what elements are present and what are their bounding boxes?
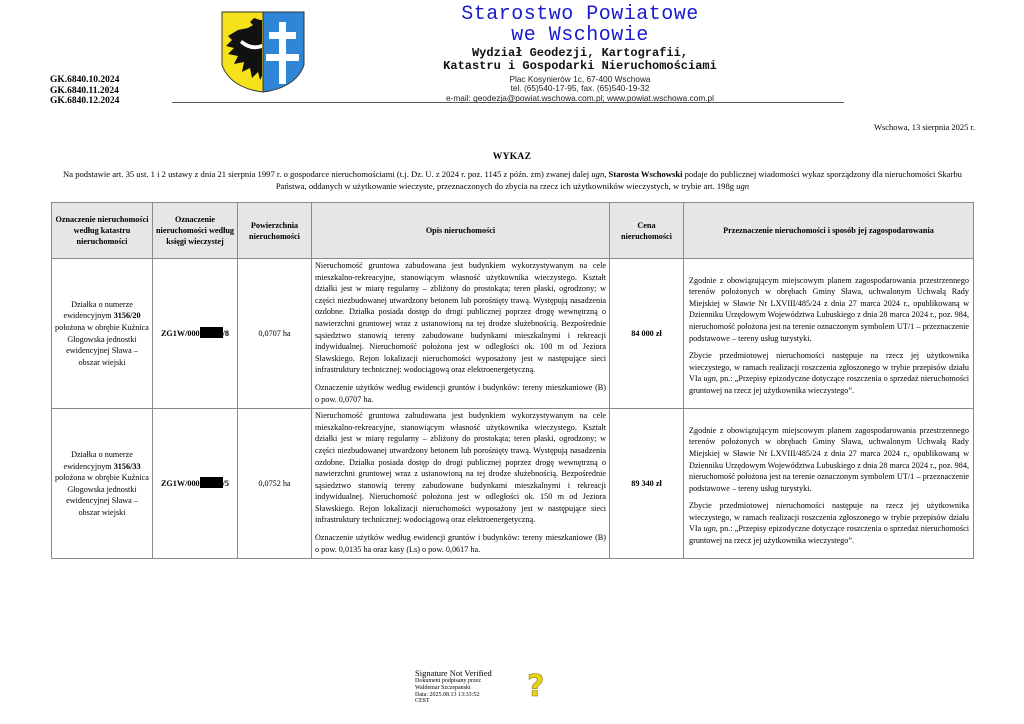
intro-text-2: podaje do publicznej wiadomości wykaz sporządzony dla nieruchomości Skarbu Państwa, oddanych w użytkowanie wieczyste, przeznaczonych do zbycia na rzecz ich użytkowników wieczystych, w trybie art. 198g	[275, 169, 962, 191]
purpose-sale-text	[689, 500, 969, 546]
purpose-sale-text	[689, 350, 969, 396]
plot-prefix: Działka o numerze ewidencyjnym	[63, 299, 133, 321]
area-cell: 0,0707 ha	[238, 259, 312, 409]
kw-prefix: ZG1W/000	[160, 329, 200, 339]
signature-timezone: CEST	[415, 698, 430, 705]
intro-ugn: ugn	[591, 169, 605, 179]
header-area: Powierzchnia nieruchomości	[238, 203, 312, 259]
area-cell: 0,0752 ha	[238, 409, 312, 559]
purpose-sale-ugn: ugn	[703, 524, 716, 534]
place-date: Wschowa, 13 sierpnia 2025 r.	[873, 122, 975, 132]
description-cell	[312, 259, 610, 409]
plot-prefix: Działka o numerze ewidencyjnym	[63, 449, 133, 471]
table-row	[52, 409, 974, 559]
header-land-register: Oznaczenie nieruchomości według księgi wieczystej	[153, 203, 238, 259]
signature-text	[415, 668, 523, 705]
intro-comma: ,	[604, 169, 609, 179]
redaction-block	[200, 477, 223, 488]
description-cell	[312, 409, 610, 559]
intro-text: Na podstawie art. 35 ust. 1 i 2 ustawy z dnia 21 sierpnia 1997 r. o gospodarce nieruchomościami (t.j. Dz. U. z 2024 r. poz. 1145 z późn. zm) zwanej dalej	[63, 169, 592, 179]
reference-numbers	[50, 75, 119, 107]
intro-ugn-end: ugn	[736, 181, 750, 191]
office-phone-fax: tel. (65)540-17-95, fax. (65)540-19-32	[510, 83, 650, 94]
reference-number: GK.6840.10.2024	[50, 75, 120, 85]
purpose-sale-part-a: Zbycie przedmiotowej nieruchomości następuje na rzecz jej użytkownika wieczystego, w ramach realizacji roszczenia zgłoszonego w trybie przepisów działu VIa	[689, 501, 969, 534]
purpose-sale-part-b: , pn.: „Przepisy epizodyczne dotyczące roszczenia o sprzedaż nieruchomości gruntowej na rzecz jej użytkownika wieczystego”.	[689, 524, 969, 546]
letterhead-text	[340, 4, 820, 103]
office-name-line1: Starostwo Powiatowe	[461, 3, 699, 26]
office-address: Plac Kosynierów 1c, 67-400 Wschowa	[509, 74, 651, 84]
signature-signer: Waldemar Szczepanski	[415, 684, 471, 691]
header-price: Cena nieruchomości	[610, 203, 684, 259]
plot-number: 3156/20	[113, 311, 141, 321]
department-line2: Katastru i Gospodarki Nieruchomościami	[443, 59, 717, 73]
intro-paragraph	[55, 168, 970, 192]
header-description: Opis nieruchomości	[312, 203, 610, 259]
description-text: Nieruchomość gruntowa zabudowana jest budynkiem wykorzystywanym na cele mieszkalno-rekreacyjne, stanowiącym własność użytkownika wieczystego. Kształt działki jest w miarę regularny – zbliżony do prostokąta; teren płaski, ogrodzony; w części niezbudowanej utwardzony betonem lub porośnięty trawą. Występują nasadzenia ozdobne. Działka posiada dostęp do drogi publicznej poprzez drogę wewnętrzną o nawierzchni gruntowej wraz z ustanowioną na tej drodze służebnością. Bezpośrednie sąsiedztwo stanowią tereny zabudowane budynkami mieszkalnymi i rekreacji indywidualnej. Nieruchomość położona jest w odległości ok. 150 m od Jeziora Sławskiego. Rejon lokalizacji nieruchomości wyposażony jest w następujące sieci infrastruktury technicznej: wodociągową oraz elektroenergetyczną.	[315, 411, 606, 525]
coat-of-arms-icon	[220, 10, 306, 94]
document-heading: WYKAZ	[492, 152, 532, 162]
office-name-line2: we Wschowie	[511, 24, 649, 47]
office-email-www: e-mail: geodezja@powiat.wschowa.com.pl; www.powiat.wschowa.com.pl	[445, 92, 715, 103]
letterhead-divider	[172, 102, 844, 103]
table-row	[52, 259, 974, 409]
land-register-cell	[153, 259, 238, 409]
reference-number: GK.6840.11.2024	[50, 85, 119, 96]
signature-status: Signature Not Verified	[415, 668, 492, 678]
header-cadastre: Oznaczenie nieruchomości według katastru nieruchomości	[52, 203, 153, 259]
plot-cell	[52, 409, 153, 559]
purpose-sale-part-b: , pn.: „Przepisy epizodyczne dotyczące roszczenia o sprzedaż nieruchomości gruntowej na rzecz jej użytkownika wieczystego”.	[689, 374, 969, 395]
redaction-block	[200, 327, 223, 338]
purpose-cell	[684, 259, 974, 409]
purpose-sale-part-a: Zbycie przedmiotowej nieruchomości następuje na rzecz jej użytkownika wieczystego, w ramach realizacji roszczenia zgłoszonego w trybie przepisów działu VIa	[689, 351, 969, 384]
kw-suffix: /8	[222, 329, 230, 339]
purpose-plan-text: Zgodnie z obowiązującym miejscowym planem zagospodarowania przestrzennego terenów położonych w obrębach Gminy Sława, uchwalonym Uchwałą Rady Miejskiej w Sławie Nr LXVIII/485/24 z dnia 27 marca 2024 r., opublikowaną w Dzienniku Urzędowym Województwa Lubuskiego z dnia 28 marca 2024 r., poz. 984, nieruchomość położona jest na terenie oznaczonym symbolem UT/1 – przeznaczenie podstawowe – tereny usług turystyki.	[689, 275, 969, 343]
plot-location: położona w obrębie Kuźnica Głogowska jednostki ewidencyjnej Sława – obszar wiejski	[55, 322, 149, 367]
description-text: Nieruchomość gruntowa zabudowana jest budynkiem wykorzystywanym na cele mieszkalno-rekreacyjne, stanowiącym własność użytkownika wieczystego. Kształt działki jest w miarę regularny – zbliżony do prostokąta; teren płaski, ogrodzony; w części niezbudowanej utwardzony betonem lub porośnięty trawą. Występują nasadzenia ozdobne. Działka posiada dostęp do drogi publicznej poprzez drogę wewnętrzną o nawierzchni gruntowej wraz z ustanowioną na tej drodze służebnością. Bezpośrednie sąsiedztwo stanowią tereny zabudowane budynkami mieszkalnymi i rekreacji indywidualnej. Nieruchomość położona jest w odległości ok. 100 m od Jeziora Sławskiego. Rejon lokalizacji nieruchomości wyposażony jest w następujące sieci infrastruktury technicznej: wodociągową oraz elektroenergetyczną.	[315, 261, 606, 375]
header-purpose: Przeznaczenie nieruchomości i sposób jej zagospodarowania	[684, 203, 974, 259]
plot-location: położona w obrębie Kuźnica Głogowska jednostki ewidencyjnej Sława – obszar wiejski	[55, 473, 149, 517]
question-mark-icon: ?	[527, 668, 545, 704]
land-use-text: Oznaczenie użytków według ewidencji gruntów i budynków: tereny mieszkaniowe (B) o pow. 0,0707 ha.	[315, 382, 606, 404]
reference-number: GK.6840.12.2024	[50, 96, 120, 106]
department-line1: Wydział Geodezji, Kartografii,	[471, 46, 689, 60]
purpose-sale-ugn: ugn	[703, 374, 716, 384]
kw-suffix: /5	[222, 479, 230, 489]
price-cell: 84 000 zł	[610, 259, 684, 409]
purpose-plan-text: Zgodnie z obowiązującym miejscowym planem zagospodarowania przestrzennego terenów położonych w obrębach Gminy Sława, uchwalonym Uchwałą Rady Miejskiej w Sławie Nr LXVIII/485/24 z dnia 27 marca 2024 r., opublikowaną w Dzienniku Urzędowym Województwa Lubuskiego z dnia 28 marca 2024 r., poz. 984, nieruchomość położona jest na terenie oznaczonym symbolem UT/1 – przeznaczenie podstawowe – tereny usług turystyki.	[689, 425, 969, 493]
plot-cell	[52, 259, 153, 409]
digital-signature[interactable]	[415, 668, 544, 705]
plot-number: 3156/33	[113, 461, 141, 471]
land-register-cell	[153, 409, 238, 559]
table-header-row	[52, 203, 974, 259]
price-cell: 89 340 zł	[610, 409, 684, 559]
land-use-text: Oznaczenie użytków według ewidencji gruntów i budynków: tereny mieszkaniowe (B) o pow. 0,0135 ha oraz kasy (Ls) o pow. 0,0617 ha.	[315, 533, 606, 554]
property-table	[51, 202, 974, 559]
signature-line: Dokument podpisany przez	[415, 678, 481, 684]
purpose-cell	[684, 409, 974, 559]
kw-prefix: ZG1W/000	[160, 479, 200, 489]
signature-date: Data: 2025.08.13 13:33:52	[415, 691, 480, 698]
intro-authority: Starosta Wschowski	[608, 169, 683, 179]
